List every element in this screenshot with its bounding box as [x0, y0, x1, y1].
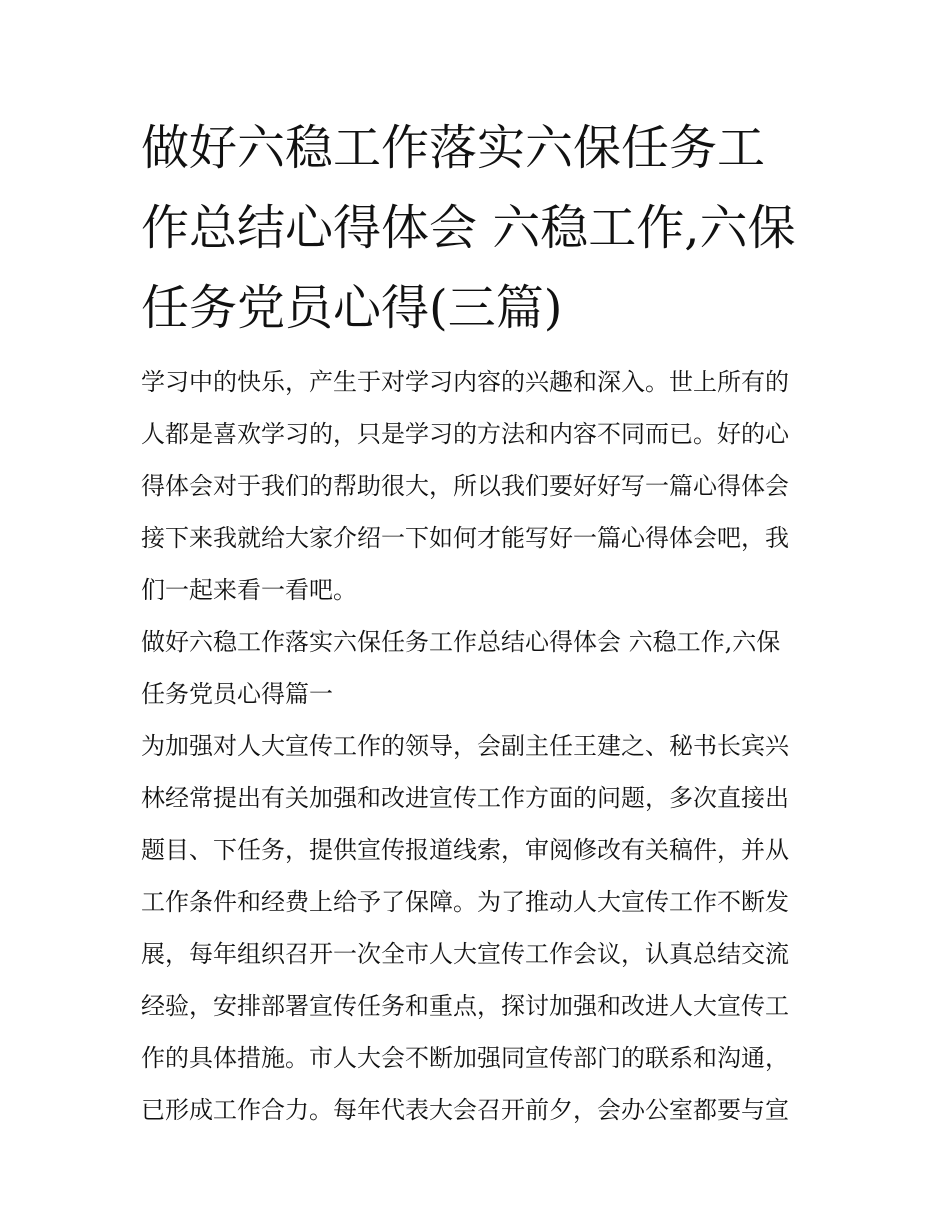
section-body-line: 工作条件和经费上给予了保障。为了推动人大宣传工作不断发: [141, 888, 789, 916]
section-body-line: 为加强对人大宣传工作的领导，会副主任王建之、秘书长宾兴: [141, 732, 789, 760]
title-line: 作总结心得体会 六稳工作,六保: [141, 200, 796, 256]
title-line: 做好六稳工作落实六保任务工: [141, 120, 766, 176]
section-heading-line: 做好六稳工作落实六保任务工作总结心得体会 六稳工作,六保: [141, 628, 781, 656]
section-body-line: 题目、下任务，提供宣传报道线索，审阅修改有关稿件，并从: [141, 836, 789, 864]
section-body-line: 作的具体措施。市人大会不断加强同宣传部门的联系和沟通，: [141, 1044, 789, 1072]
intro-line: 学习中的快乐，产生于对学习内容的兴趣和深入。世上所有的: [141, 368, 789, 396]
document-title: [141, 108, 821, 348]
section-heading-line: 任务党员心得篇一: [141, 680, 333, 708]
intro-line: 接下来我就给大家介绍一下如何才能写好一篇心得体会吧，我: [141, 524, 789, 552]
intro-line: 们一起来看一看吧。: [141, 576, 357, 604]
title-line: 任务党员心得(三篇): [141, 280, 563, 336]
document-body: [141, 356, 821, 1136]
intro-line: 人都是喜欢学习的，只是学习的方法和内容不同而已。好的心: [141, 420, 789, 448]
section-body-line: 林经常提出有关加强和改进宣传工作方面的问题，多次直接出: [141, 784, 789, 812]
section-body-line: 已形成工作合力。每年代表大会召开前夕，会办公室都要与宣: [141, 1096, 789, 1124]
intro-line: 得体会对于我们的帮助很大，所以我们要好好写一篇心得体会: [141, 472, 789, 500]
section-body-paragraph: [141, 720, 821, 1136]
section-body-line: 展，每年组织召开一次全市人大宣传工作会议，认真总结交流: [141, 940, 789, 968]
section-heading: [141, 616, 821, 720]
section-body-line: 经验，安排部署宣传任务和重点，探讨加强和改进人大宣传工: [141, 992, 789, 1020]
intro-paragraph: [141, 356, 821, 616]
